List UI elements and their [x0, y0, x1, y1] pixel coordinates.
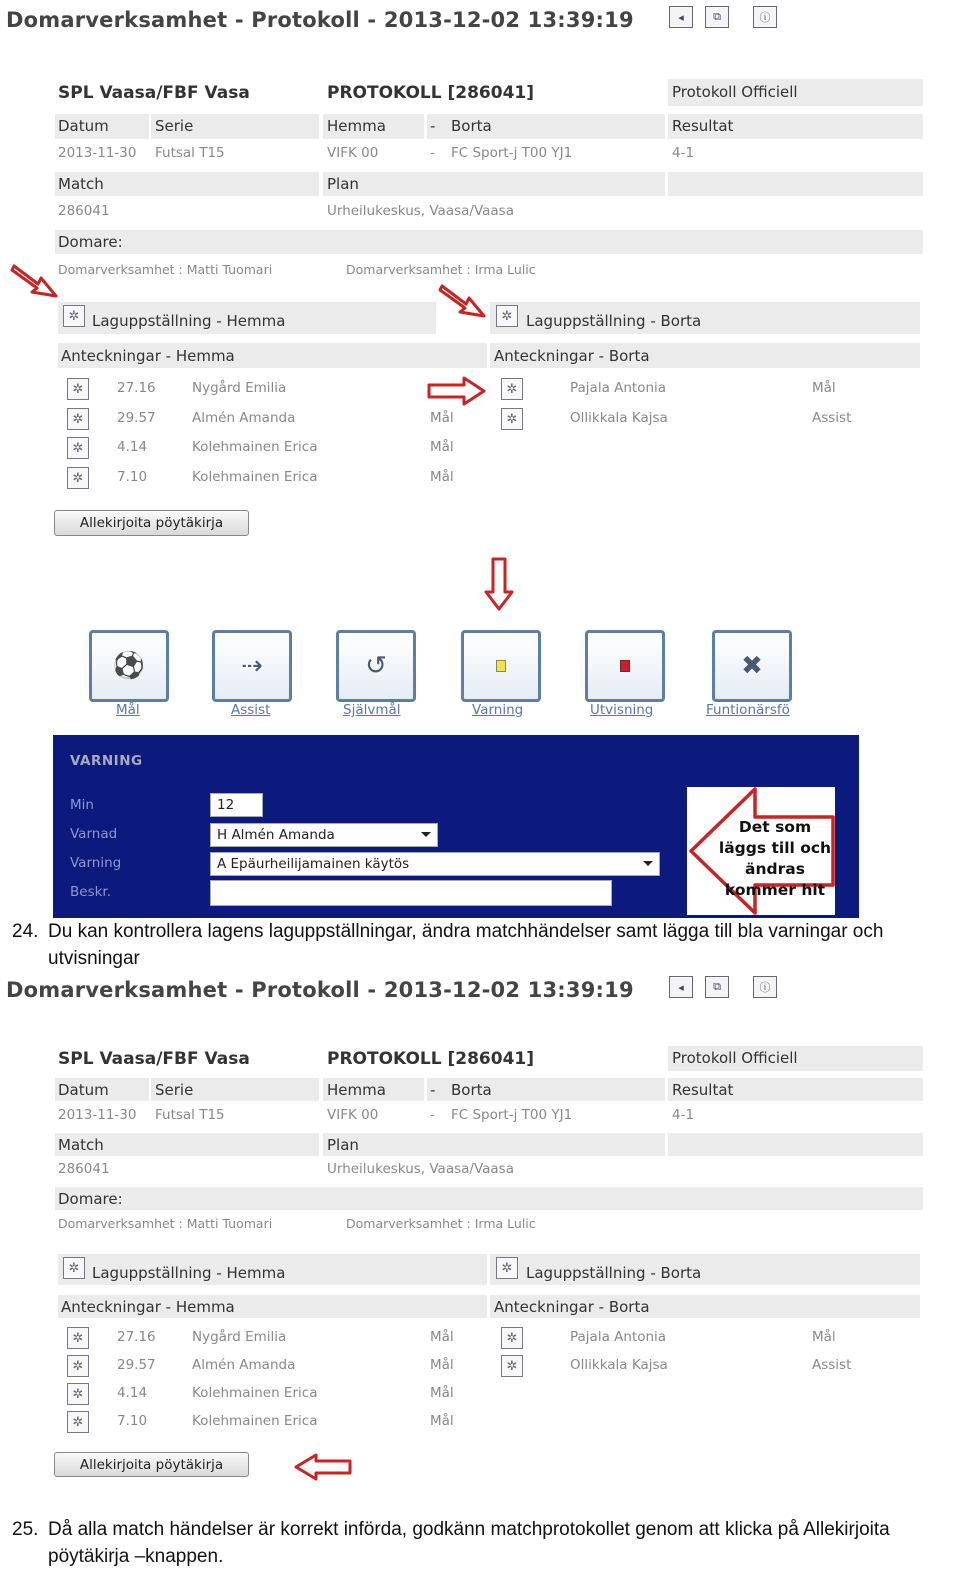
- min-input[interactable]: 12: [210, 793, 263, 817]
- arrow-left-annotation-icon: [292, 1452, 354, 1482]
- event-type: Mål: [812, 380, 836, 396]
- protocol-screenshot-2: [0, 970, 960, 1485]
- callout-box: [687, 787, 835, 915]
- event-time: 27.16: [117, 380, 156, 396]
- sign-protocol-button[interactable]: Allekirjoita pöytäkirja: [54, 1452, 249, 1477]
- gear-icon[interactable]: ✲: [67, 437, 89, 459]
- varning-label: Varning: [70, 855, 122, 871]
- sign-protocol-button[interactable]: Allekirjoita pöytäkirja: [54, 510, 249, 536]
- gear-icon[interactable]: ✲: [501, 1327, 523, 1349]
- event-player: Almén Amanda: [192, 1357, 296, 1373]
- hemma-value: VIFK 00: [327, 1107, 379, 1123]
- event-player: Kolehmainen Erica: [192, 1385, 318, 1401]
- varnad-select[interactable]: H Almén Amanda: [210, 823, 438, 847]
- page-title: Domarverksamhet - Protokoll - 2013-12-02 13:39:19: [6, 8, 634, 32]
- gear-icon[interactable]: ✲: [63, 1257, 85, 1279]
- event-type: Mål: [430, 469, 454, 485]
- warning-tool-icon[interactable]: [461, 630, 541, 702]
- match-value: 286041: [58, 203, 110, 219]
- match-label: Match: [58, 1136, 104, 1154]
- ejection-tool-icon[interactable]: [585, 630, 665, 702]
- own-goal-tool-icon[interactable]: ↺: [336, 630, 416, 702]
- anteckningar-hemma: Anteckningar - Hemma: [61, 347, 235, 365]
- min-label: Min: [70, 797, 94, 813]
- caption-number: 25.: [12, 1519, 39, 1540]
- event-type: Mål: [430, 1357, 454, 1373]
- tool-label-sjalvmal[interactable]: Självmål: [343, 702, 401, 718]
- plan-value: Urheilukeskus, Vaasa/Vaasa: [327, 203, 514, 219]
- borta-value: FC Sport-j T00 YJ1: [451, 145, 573, 161]
- laguppstallning-borta[interactable]: Laguppställning - Borta: [526, 1264, 702, 1282]
- dash: -: [430, 1081, 436, 1099]
- domare-1: Domarverksamhet : Matti Tuomari: [58, 262, 273, 277]
- beskr-input[interactable]: [210, 880, 612, 906]
- tool-label-funtionarsfo[interactable]: Funtionärsfö: [706, 702, 790, 718]
- domare-2: Domarverksamhet : Irma Lulic: [346, 1216, 536, 1231]
- callout-text: Det som läggs till och ändras kommer hit: [718, 818, 832, 899]
- anteckningar-hemma: Anteckningar - Hemma: [61, 1298, 235, 1316]
- datum-value: 2013-11-30: [58, 145, 137, 161]
- protocol-officiell: Protokoll Officiell: [672, 1049, 798, 1067]
- event-type: Mål: [430, 1329, 454, 1345]
- gear-icon[interactable]: ✲: [67, 1383, 89, 1405]
- gear-icon[interactable]: ✲: [501, 1355, 523, 1377]
- caption-24: [12, 918, 952, 972]
- event-player: Pajala Antonia: [570, 1329, 667, 1345]
- gear-icon[interactable]: ✲: [67, 1355, 89, 1377]
- plan-label: Plan: [327, 175, 359, 193]
- chevron-down-icon: [643, 861, 653, 866]
- match-label: Match: [58, 175, 104, 193]
- event-type: Mål: [430, 1413, 454, 1429]
- caption-text: Då alla match händelser är korrekt införda, godkänn matchprotokollet genom att klicka på Allekirjoita pöytäkirja –knappen.: [48, 1519, 890, 1567]
- caption-text: Du kan kontrollera lagens laguppställningar, ändra matchhändelser samt lägga till bla varningar och utvisningar: [48, 921, 884, 969]
- laguppstallning-borta[interactable]: Laguppställning - Borta: [526, 312, 702, 330]
- event-time: 7.10: [117, 469, 148, 485]
- datum-label: Datum: [58, 1081, 109, 1099]
- beskr-label: Beskr.: [70, 884, 112, 900]
- info-icon[interactable]: ⓘ: [753, 976, 777, 998]
- assist-tool-icon[interactable]: ⇢: [212, 630, 292, 702]
- protocol-number: PROTOKOLL [286041]: [327, 83, 535, 103]
- laguppstallning-hemma[interactable]: Laguppställning - Hemma: [92, 312, 286, 330]
- varning-title: VARNING: [70, 753, 143, 769]
- dash: -: [430, 145, 435, 161]
- caption-number: 24.: [12, 921, 39, 942]
- gear-icon[interactable]: ✲: [67, 408, 89, 430]
- anteckningar-borta: Anteckningar - Borta: [494, 1298, 650, 1316]
- gear-icon[interactable]: ✲: [496, 1257, 518, 1279]
- chevron-down-icon: [421, 832, 431, 837]
- plan-value: Urheilukeskus, Vaasa/Vaasa: [327, 1161, 514, 1177]
- event-type: Mål: [430, 1385, 454, 1401]
- gear-icon[interactable]: ✲: [67, 467, 89, 489]
- hemma-value: VIFK 00: [327, 145, 379, 161]
- anteckningar-borta: Anteckningar - Borta: [494, 347, 650, 365]
- event-player: Pajala Antonia: [570, 380, 667, 396]
- info-icon[interactable]: ⓘ: [753, 6, 777, 28]
- varning-panel: [53, 735, 859, 918]
- gear-icon[interactable]: ✲: [496, 305, 518, 327]
- event-type: Assist: [812, 1357, 852, 1373]
- event-player: Kolehmainen Erica: [192, 1413, 318, 1429]
- back-icon[interactable]: ◂: [669, 976, 693, 998]
- arrow-annotation-icon: [8, 258, 64, 302]
- event-time: 29.57: [117, 1357, 156, 1373]
- gear-icon[interactable]: ✲: [67, 1327, 89, 1349]
- gear-icon[interactable]: ✲: [67, 378, 89, 400]
- borta-value: FC Sport-j T00 YJ1: [451, 1107, 573, 1123]
- datum-value: 2013-11-30: [58, 1107, 137, 1123]
- arrow-down-annotation-icon: [482, 556, 516, 612]
- caption-25: [12, 1516, 952, 1570]
- event-type: Mål: [430, 410, 454, 426]
- protocol-officiell: Protokoll Officiell: [672, 83, 798, 101]
- borta-label: Borta: [451, 117, 492, 135]
- copy-icon[interactable]: ⧉: [705, 6, 729, 28]
- tool-label-varning[interactable]: Varning: [472, 702, 524, 718]
- domare-2: Domarverksamhet : Irma Lulic: [346, 262, 536, 277]
- gear-icon[interactable]: ✲: [501, 378, 523, 400]
- serie-label: Serie: [155, 1081, 194, 1099]
- club-name: SPL Vaasa/FBF Vasa: [58, 1049, 250, 1069]
- datum-label: Datum: [58, 117, 109, 135]
- hemma-label: Hemma: [327, 117, 386, 135]
- tool-label-utvisning[interactable]: Utvisning: [590, 702, 654, 718]
- domare-1: Domarverksamhet : Matti Tuomari: [58, 1216, 273, 1231]
- event-time: 29.57: [117, 410, 156, 426]
- title-icons: [669, 976, 777, 998]
- dash: -: [430, 117, 436, 135]
- gear-icon[interactable]: ✲: [67, 1411, 89, 1433]
- domare-label: Domare:: [58, 1190, 123, 1208]
- title-icons: [669, 6, 777, 28]
- varnad-label: Varnad: [70, 826, 118, 842]
- gear-icon[interactable]: ✲: [501, 408, 523, 430]
- event-player: Ollikkala Kajsa: [570, 410, 668, 426]
- event-time: 4.14: [117, 1385, 148, 1401]
- serie-label: Serie: [155, 117, 194, 135]
- resultat-value: 4-1: [672, 145, 695, 161]
- laguppstallning-hemma[interactable]: Laguppställning - Hemma: [92, 1264, 286, 1282]
- serie-value: Futsal T15: [155, 145, 225, 161]
- event-type: Mål: [812, 1329, 836, 1345]
- official-tool-icon[interactable]: ✖: [712, 630, 792, 702]
- event-player: Nygård Emilia: [192, 1329, 287, 1345]
- event-type: Assist: [812, 410, 852, 426]
- event-player: Nygård Emilia: [192, 380, 287, 396]
- protocol-number: PROTOKOLL [286041]: [327, 1049, 535, 1069]
- event-time: 27.16: [117, 1329, 156, 1345]
- dash: -: [430, 1107, 435, 1123]
- event-player: Ollikkala Kajsa: [570, 1357, 668, 1373]
- event-player: Kolehmainen Erica: [192, 469, 318, 485]
- tool-label-mal[interactable]: Mål: [116, 702, 140, 718]
- varning-select[interactable]: A Epäurheilijamainen käytös: [210, 852, 660, 876]
- arrow-right-annotation-icon: [426, 375, 488, 407]
- event-type: Mål: [430, 439, 454, 455]
- plan-label: Plan: [327, 1136, 359, 1154]
- copy-icon[interactable]: ⧉: [705, 976, 729, 998]
- club-name: SPL Vaasa/FBF Vasa: [58, 83, 250, 103]
- serie-value: Futsal T15: [155, 1107, 225, 1123]
- gear-icon[interactable]: ✲: [63, 305, 85, 327]
- hemma-label: Hemma: [327, 1081, 386, 1099]
- resultat-label: Resultat: [672, 1081, 734, 1099]
- match-value: 286041: [58, 1161, 110, 1177]
- borta-label: Borta: [451, 1081, 492, 1099]
- resultat-value: 4-1: [672, 1107, 695, 1123]
- event-time: 7.10: [117, 1413, 148, 1429]
- goal-tool-icon[interactable]: ⚽: [89, 630, 169, 702]
- domare-label: Domare:: [58, 233, 123, 251]
- event-time: 4.14: [117, 439, 148, 455]
- page-title: Domarverksamhet - Protokoll - 2013-12-02 13:39:19: [6, 978, 634, 1002]
- event-player: Kolehmainen Erica: [192, 439, 318, 455]
- tool-label-assist[interactable]: Assist: [231, 702, 271, 718]
- arrow-annotation-icon: [436, 278, 492, 322]
- back-icon[interactable]: ◂: [669, 6, 693, 28]
- resultat-label: Resultat: [672, 117, 734, 135]
- event-player: Almén Amanda: [192, 410, 296, 426]
